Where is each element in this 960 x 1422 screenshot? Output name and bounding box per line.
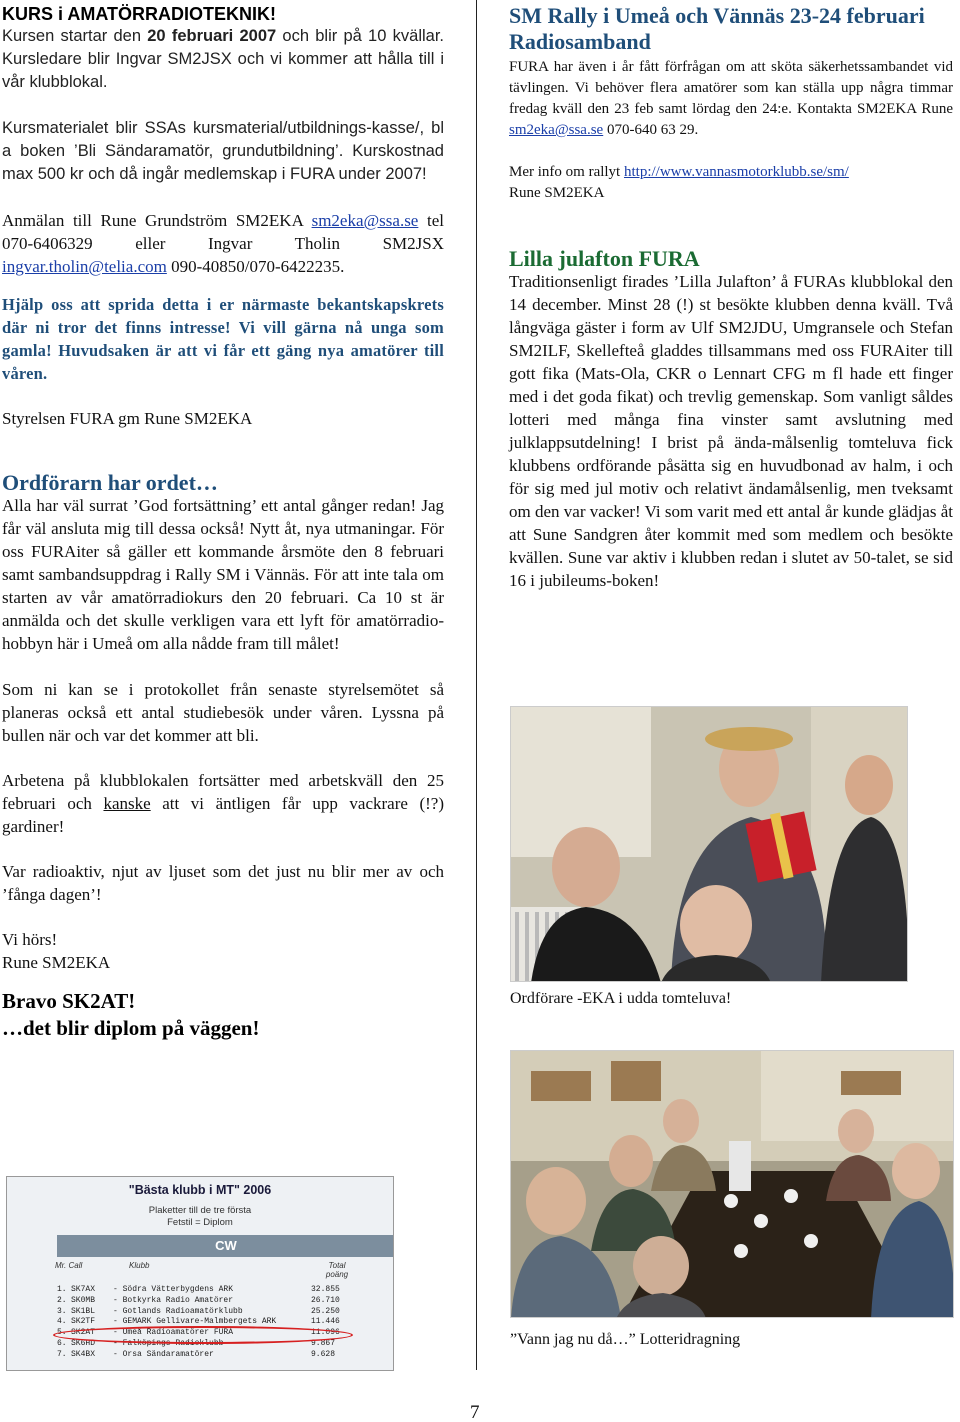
cert-subtitle — [7, 1205, 393, 1229]
kanske-underlined: kanske — [103, 794, 151, 813]
cert-club: - Södra Vätterbygdens ARK — [113, 1285, 234, 1294]
cert-club: - Gotlands Radioamatörklubb — [113, 1306, 243, 1316]
kurs-title: KURS i AMATÖRRADIOTEKNIK! — [2, 4, 276, 24]
cert-call: SK2AT — [71, 1328, 96, 1338]
email-link[interactable]: sm2eka@ssa.se — [311, 211, 419, 230]
ord-paragraph-2: Som ni kan se i protokollet från senaste styrelsemötet så planeras också ett antal studiebesök under våren. Lyssna på bullen när och var det kommer att bli. — [2, 680, 444, 745]
cert-call: SK6HD — [71, 1339, 96, 1348]
text: Kursen startar den — [2, 27, 148, 45]
cert-club: - Botkyrka Radio Amatörer — [113, 1295, 234, 1305]
cert-rank: 1. — [57, 1285, 67, 1294]
ordforarn-title: Ordförarn har ordet… — [2, 470, 218, 495]
photo-illustration — [511, 707, 908, 982]
rally-paragraph — [509, 57, 953, 141]
cert-col-mr: Mr. Call — [55, 1261, 83, 1270]
cert-call: SK4BX — [71, 1349, 96, 1359]
anmalan-paragraph — [2, 209, 444, 278]
email-link-2[interactable]: ingvar.tholin@telia.com — [2, 257, 167, 276]
cert-club: - Falköpings Radioklubb — [113, 1339, 224, 1348]
text: Arbetena på klubblokalen fortsätter med arbetskväll den 25 februari och — [2, 771, 444, 813]
cert-points: 32.855 — [311, 1285, 340, 1294]
cert-rank: 3. — [57, 1306, 67, 1316]
cert-col-total: Total poäng — [325, 1261, 349, 1279]
cert-rank: 6. — [57, 1339, 67, 1348]
cert-call: SK1BL — [71, 1306, 96, 1316]
cert-club: - Orsa Sändaramatörer — [113, 1349, 214, 1359]
cert-cw-bar: CW — [57, 1235, 394, 1257]
rally-title: SM Rally i Umeå och Vännäs 23-24 februari Radiosamband — [509, 3, 925, 54]
kurs-date: 20 februari 2007 — [147, 27, 277, 45]
text: tel 070-6406329 eller Ingvar Tholin SM2JSX — [2, 211, 444, 253]
julafton-paragraph: Traditionsenligt firades ’Lilla Julafton’ å FURAs klubblokal den 14 december. Minst 28 (!) st besökte klubben denna kväll. Två långväga gäster i form av Ulf SM2JDU, Umgransele och Stefan SM2ILF, Skellefteå gladdes tillsammans med oss FURAiter till gott fika (Mats-Ola, CKR o Lennart CFG m fl hade ett finger med i det goda fikat) och trevlig gemenskap. Som vanligt såldes lotteri med många fina vinster samt avslutning med julklappsutdelning! I brist på ända-målsenlig tomteluva fick klubbens ordförande påsätta sig en huvudbonad av halm, i och för sig med jul motiv och relativt ändamålsenlig, men tveksamt om den var vacker! Vi som varit med ett antal år kunde glädjas åt att Sune Sandgren åter kommit med som medlem och besökte kvällen. Sune var aktiv i klubben redan i slutet av 50-talet, se sid 16 i jubileums-boken! — [509, 272, 953, 590]
cert-points: 11.096 — [311, 1328, 340, 1338]
photo-lotteridragning — [510, 1050, 954, 1318]
cert-sub1: Plaketter till de tre första — [148, 1205, 252, 1216]
help-appeal: Hjälp oss att sprida detta i er närmaste bekantskapskrets där ni tror det finns intresse! Vi vill gärna nå unga som gamla! Huvudsaken är att vi får ett gäng nya amatörer till våren. — [2, 295, 444, 383]
vi-hors: Vi hörs! — [2, 930, 58, 949]
cert-col-klubb: Klubb — [129, 1261, 150, 1270]
cert-points: 25.250 — [311, 1306, 340, 1316]
ord-paragraph-4: Var radioaktiv, njut av ljuset som det just nu blir mer av och ’fånga dagen’! — [2, 862, 444, 904]
ord-paragraph-3 — [2, 769, 444, 838]
cert-rank: 5. — [57, 1328, 67, 1338]
highlight-oval — [53, 1326, 353, 1344]
rally-signature: Rune SM2EKA — [509, 185, 605, 201]
cert-points: 9.628 — [311, 1349, 336, 1359]
page-number: 7 — [470, 1402, 480, 1422]
text: att vi äntligen får upp vackrare (!?) gardiner! — [2, 794, 444, 836]
text: och blir på 10 kvällar. Kursledare blir Ingvar SM2JSX och vi kommer att hålla till i vår klubblokal. — [2, 27, 444, 91]
rally-email-link[interactable]: sm2eka@ssa.se — [509, 122, 604, 138]
cert-club: - Umeå Radioamatörer FURA — [113, 1328, 234, 1338]
left-column — [2, 0, 444, 1042]
cert-rank: 7. — [57, 1349, 67, 1359]
bravo-title: Bravo SK2AT! — [2, 989, 136, 1013]
julafton-title: Lilla julafton FURA — [509, 246, 700, 271]
right-column — [509, 0, 953, 592]
column-divider — [476, 0, 477, 1370]
rally-url-link[interactable]: http://www.vannasmotorklubb.se/sm/ — [623, 164, 849, 180]
text: 090-40850/070-6422235. — [166, 257, 345, 276]
ord-paragraph-1: Alla har väl surrat ’God fortsättning’ ett antal gånger redan! Jag får väl ansluta mig till dessa också! Nytt åt, nya utmaningar. För oss FURAiter så gäller ett kommande årsmöte den 8 februari samt sambandsuppdrag i Rally SM i Vännäs. För att inte tala om starten av vår amatörradiokurs den 20 februari. Ca 10 st är anmälda och det skulle verkligen vara ett lyft för amatörradio-hobbyn här i Umeå om alla nådde fram till målet! — [2, 496, 444, 653]
cert-call: SK0MB — [71, 1295, 96, 1305]
certificate-image — [6, 1176, 394, 1371]
cert-rank: 4. — [57, 1317, 67, 1327]
photo-illustration — [511, 1051, 954, 1318]
cert-rank: 2. — [57, 1295, 67, 1305]
styrelsen-signature: Styrelsen FURA gm Rune SM2EKA — [2, 409, 253, 428]
cert-table-row — [7, 1285, 393, 1296]
cert-sub2: Fetstil = Diplom — [167, 1217, 233, 1228]
text: FURA har även i år fått förfrågan om att sköta säkerhetssambandet vid tävlingen. Vi behöver flera amatörer som kan ställa upp några timmar fredag kväll den 23 feb samt lördag den 24:e. Kontakta SM2EKA Rune — [509, 59, 953, 117]
cert-table-row — [7, 1296, 393, 1307]
text: 070-640 63 29. — [603, 122, 699, 138]
kurs-paragraph-1 — [2, 25, 444, 94]
cert-table-row — [7, 1350, 393, 1361]
photo-tomteluva — [510, 706, 908, 982]
kurs-paragraph-2: Kursmaterialet blir SSAs kursmaterial/utbildnings-kasse/, bl a boken ’Bli Sändaramatör, grundutbildning’. Kurskostnad max 500 kr och då ingår medlemskap i FURA under 2007! — [2, 119, 444, 183]
cert-call: SK7AX — [71, 1285, 96, 1294]
rally-info — [509, 162, 953, 183]
cert-points: 11.446 — [311, 1317, 340, 1327]
cert-club: - GEMARK Gellivare-Malmbergets ARK — [113, 1317, 277, 1327]
cert-table-row — [7, 1307, 393, 1318]
cert-points: 26.710 — [311, 1295, 340, 1305]
text: Anmälan till Rune Grundström SM2EKA — [2, 211, 312, 230]
photo-caption-1: Ordförare -EKA i udda tomteluva! — [510, 990, 732, 1007]
bravo-subtitle: …det blir diplom på väggen! — [2, 1016, 260, 1040]
cert-title: "Bästa klubb i MT" 2006 — [128, 1183, 272, 1197]
cert-call: SK2TF — [71, 1317, 96, 1327]
text: Mer info om rallyt — [509, 164, 624, 180]
cert-points: 9.867 — [311, 1339, 336, 1348]
signature: Rune SM2EKA — [2, 953, 111, 972]
photo-caption-2: ”Vann jag nu då…” Lotteridragning — [510, 1331, 741, 1348]
